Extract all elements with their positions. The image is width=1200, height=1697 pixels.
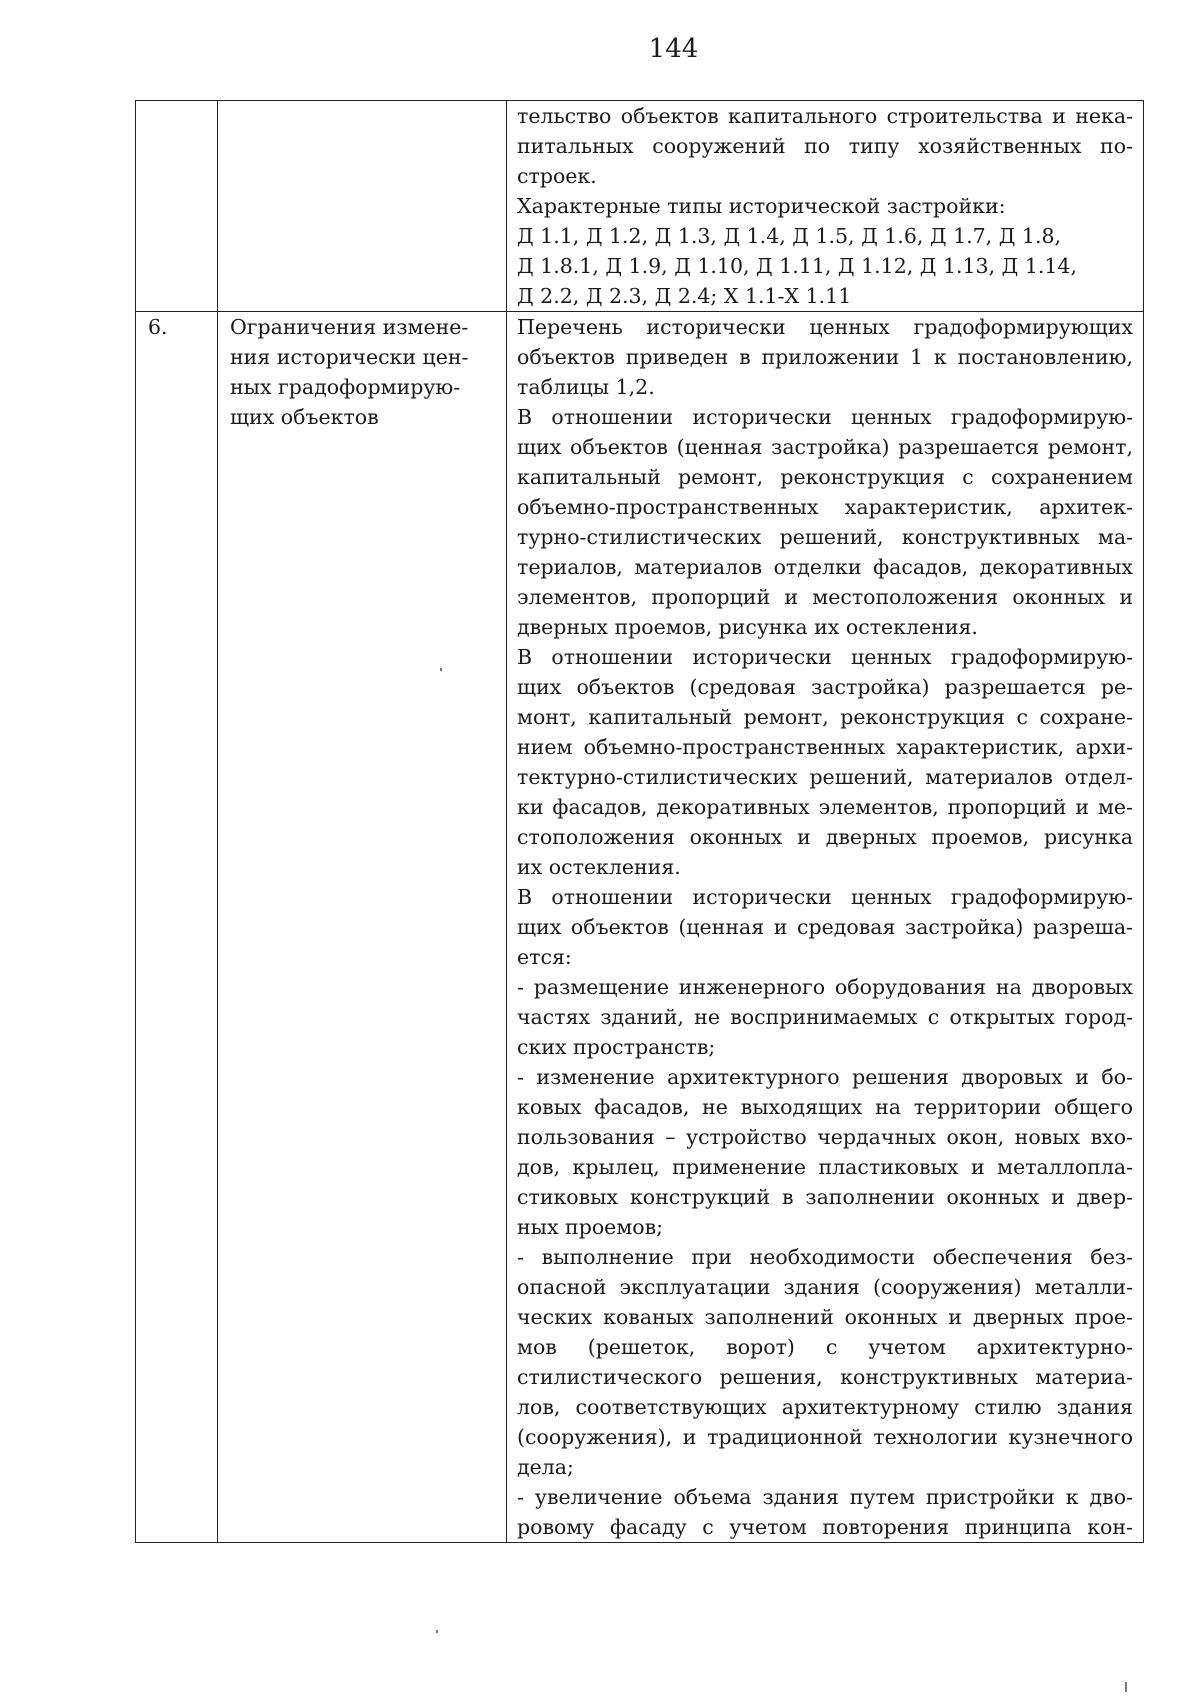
text-line: пользования – устройство чердачных окон, новых вхо-: [517, 1125, 1133, 1149]
text-line: стиковых конструкций в заполнении оконных и двер-: [517, 1185, 1133, 1209]
text-line: (сооружения), и традиционной технологии кузнечного: [517, 1425, 1133, 1449]
text-line: объемно-пространственных характеристик, архитек-: [517, 495, 1133, 519]
text-line: Перечень исторически ценных градоформирующих: [517, 315, 1133, 339]
row-text-cell: [507, 101, 1144, 312]
text-line: монт, капитальный ремонт, реконструкция с сохране-: [517, 705, 1133, 729]
text-line: В отношении исторически ценных градоформирую-: [517, 885, 1133, 909]
text-line: стилистического решения, конструктивных материа-: [517, 1365, 1133, 1389]
text-line: частях зданий, не воспринимаемых с открытых город-: [517, 1005, 1133, 1029]
text-line: дела;: [517, 1455, 574, 1479]
text-line: капитальный ремонт, реконструкция с сохранением: [517, 465, 1133, 489]
text-line: щих объектов (средовая застройка) разрешается ре-: [517, 675, 1133, 699]
name-line: щих объектов: [230, 405, 379, 429]
text-line: лов, соответствующих архитектурному стилю здания: [517, 1395, 1133, 1419]
regulations-table: [135, 100, 1144, 1543]
name-line: ния исторически цен-: [230, 345, 469, 369]
text-line: В отношении исторически ценных градоформирую-: [517, 645, 1133, 669]
text-line: Д 1.8.1, Д 1.9, Д 1.10, Д 1.11, Д 1.12, Д 1.13, Д 1.14,: [517, 254, 1077, 278]
text-line: - изменение архитектурного решения дворовых и бо-: [517, 1065, 1133, 1089]
page-number: 144: [648, 34, 699, 64]
text-line: турно-стилистических решений, конструктивных ма-: [517, 525, 1133, 549]
text-line: ки фасадов, декоративных элементов, пропорций и ме-: [517, 795, 1133, 819]
scan-speck: [1125, 1682, 1127, 1692]
text-line: элементов, пропорций и местоположения оконных и: [517, 585, 1133, 609]
text-line: ческих кованых заполнений оконных и дверных прое-: [517, 1305, 1133, 1329]
text-line: ковых фасадов, не выходящих на территории общего: [517, 1095, 1133, 1119]
text-line: - выполнение при необходимости обеспечения без-: [517, 1245, 1133, 1269]
text-line: ских пространств;: [517, 1035, 716, 1059]
text-line: нием объемно-пространственных характеристик, архи-: [517, 735, 1133, 759]
text-line: стоположения оконных и дверных проемов, рисунка: [517, 825, 1133, 849]
scan-speck: [436, 1630, 438, 1633]
row-text-cell: [507, 312, 1144, 1543]
text-line: объектов приведен в приложении 1 к постановлению,: [517, 345, 1133, 369]
text-line: ется:: [517, 945, 572, 969]
text-line: - размещение инженерного оборудования на дворовых: [517, 975, 1133, 999]
text-line: тектурно-стилистических решений, материалов отдел-: [517, 765, 1133, 789]
text-line: Характерные типы исторической застройки:: [517, 194, 1006, 218]
name-line: ных градоформирую-: [230, 375, 461, 399]
text-line: териалов, материалов отделки фасадов, декоративных: [517, 555, 1133, 579]
row-number-cell: [136, 101, 218, 312]
text-line: питальных сооружений по типу хозяйственных по-: [517, 134, 1133, 158]
text-line: В отношении исторически ценных градоформирую-: [517, 405, 1133, 429]
row-number-cell: 6.: [136, 312, 218, 1543]
text-line: щих объектов (ценная застройка) разрешается ремонт,: [517, 435, 1133, 459]
text-line: ровому фасаду с учетом повторения принципа кон-: [517, 1515, 1133, 1539]
scan-speck: [440, 668, 442, 671]
text-line: ных проемов;: [517, 1215, 664, 1239]
text-line: - увеличение объема здания путем пристройки к дво-: [517, 1485, 1133, 1509]
text-line: их остекления.: [517, 855, 681, 879]
text-line: таблицы 1,2.: [517, 375, 655, 399]
text-line: мов (решеток, ворот) с учетом архитектурно-: [517, 1335, 1133, 1359]
text-line: тельство объектов капитального строительства и нека-: [517, 104, 1133, 128]
table-row: [136, 312, 1144, 1543]
row-name-cell: [218, 312, 507, 1543]
row-name-cell: [218, 101, 507, 312]
text-line: Д 2.2, Д 2.3, Д 2.4; Х 1.1-Х 1.11: [517, 284, 852, 308]
text-line: Д 1.1, Д 1.2, Д 1.3, Д 1.4, Д 1.5, Д 1.6, Д 1.7, Д 1.8,: [517, 224, 1062, 248]
text-line: дов, крылец, применение пластиковых и металлопла-: [517, 1155, 1133, 1179]
text-line: щих объектов (ценная и средовая застройка) разреша-: [517, 915, 1133, 939]
text-line: строек.: [517, 164, 597, 188]
text-line: дверных проемов, рисунка их остекления.: [517, 615, 978, 639]
table-row: [136, 101, 1144, 312]
text-line: опасной эксплуатации здания (сооружения) металли-: [517, 1275, 1133, 1299]
name-line: Ограничения измене-: [230, 315, 469, 339]
